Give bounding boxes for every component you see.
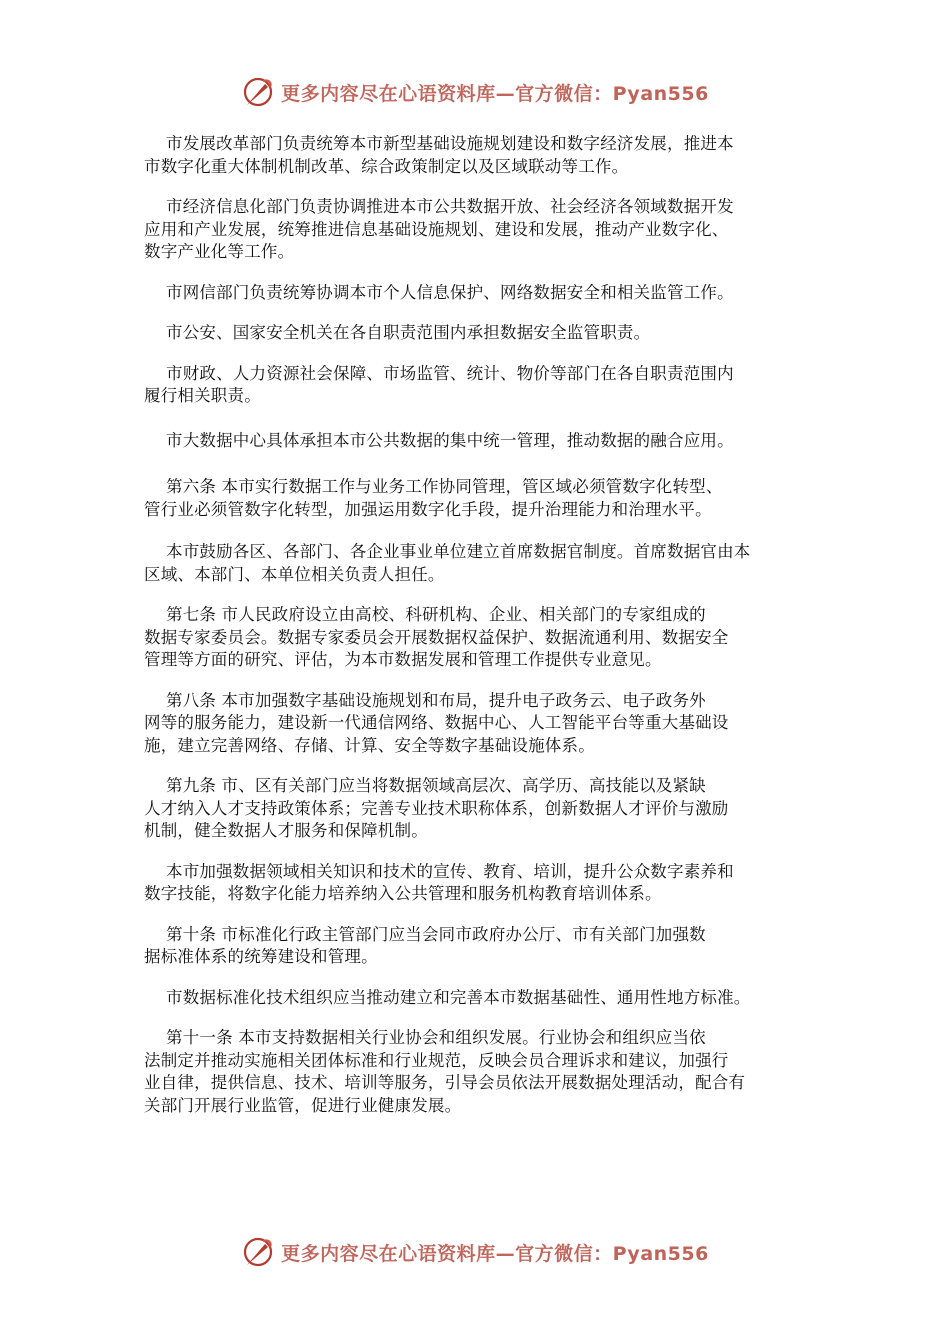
- paragraph: 本市鼓励各区、各部门、各企业事业单位建立首席数据官制度。首席数据官由本 区域、本部门、本单位相关负责人担任。: [144, 542, 751, 584]
- banner-text: 更多内容尽在心语资料库—官方微信：Pyan556: [281, 1242, 709, 1265]
- article-6: 第六条 本市实行数据工作与业务工作协同管理，管区域必须管数字化转型、 管行业必须管数字化转型，加强运用数字化手段，提升治理能力和治理水平。: [144, 477, 723, 519]
- footer-banner: [0, 1232, 950, 1272]
- paragraph: 市公安、国家安全机关在各自职责范围内承担数据安全监管职责。: [166, 323, 651, 342]
- paragraph: 市经济信息化部门负责协调推进本市公共数据开放、社会经济各领域数据开发 应用和产业发展，统筹推进信息基础设施规划、建设和发展，推动产业数字化、 数字产业化等工作。: [144, 197, 734, 261]
- article-7: 第七条 市人民政府设立由高校、科研机构、企业、相关部门的专家组成的 数据专家委员会。数据专家委员会开展数据权益保护、数据流通利用、数据安全 管理等方面的研究、评估，为本市数据发展和管理工作提供专业意见。: [144, 605, 729, 669]
- paragraph: 市大数据中心具体承担本市公共数据的集中统一管理，推动数据的融合应用。: [166, 430, 734, 450]
- article-9: 第九条 市、区有关部门应当将数据领域高层次、高学历、高技能以及紧缺 人才纳入人才支持政策体系；完善专业技术职称体系，创新数据人才评价与激励 机制，健全数据人才服务和保障机制。: [144, 776, 729, 840]
- header-banner: [0, 72, 950, 112]
- paragraph: 市财政、人力资源社会保障、市场监管、统计、物价等部门在各自职责范围内 履行相关职责。: [144, 363, 734, 405]
- article-11: 第十一条 本市支持数据相关行业协会和组织发展。行业协会和组织应当依 法制定并推动实施相关团体标准和行业规范，反映会员合理诉求和建议，加强行 业自律，提供信息、技术、培训等服务，引导会员依法开展数据处理活动，配合有 关部门开展行业监管，促进行业健康发展。: [144, 1028, 746, 1115]
- document-body: [144, 133, 816, 1117]
- article-8: 第八条 本市加强数字基础设施规划和布局，提升电子政务云、电子政务外 网等的服务能力，建设新一代通信网络、数据中心、人工智能平台等重大基础设 施，建立完善网络、存储、计算、安全等数字基础设施体系。: [144, 690, 729, 755]
- paragraph: 市网信部门负责统筹协调本市个人信息保护、网络数据安全和相关监管工作。: [166, 282, 734, 302]
- paragraph: 市数据标准化技术组织应当推动建立和完善本市数据基础性、通用性地方标准。: [166, 987, 751, 1007]
- banner-text: 更多内容尽在心语资料库—官方微信：Pyan556: [281, 82, 709, 105]
- article-10: 第十条 市标准化行政主管部门应当会同市政府办公厅、市有关部门加强数 据标准体系的统筹建设和管理。: [144, 924, 706, 966]
- quill-pen-logo-icon: [241, 1235, 275, 1269]
- quill-pen-logo-icon: [241, 75, 275, 109]
- paragraph: 市发展改革部门负责统筹本市新型基础设施规划建设和数字经济发展，推进本 市数字化重大体制机制改革、综合政策制定以及区域联动等工作。: [144, 134, 734, 176]
- paragraph: 本市加强数据领域相关知识和技术的宣传、教育、培训，提升公众数字素养和 数字技能，将数字化能力培养纳入公共管理和服务机构教育培训体系。: [144, 861, 734, 903]
